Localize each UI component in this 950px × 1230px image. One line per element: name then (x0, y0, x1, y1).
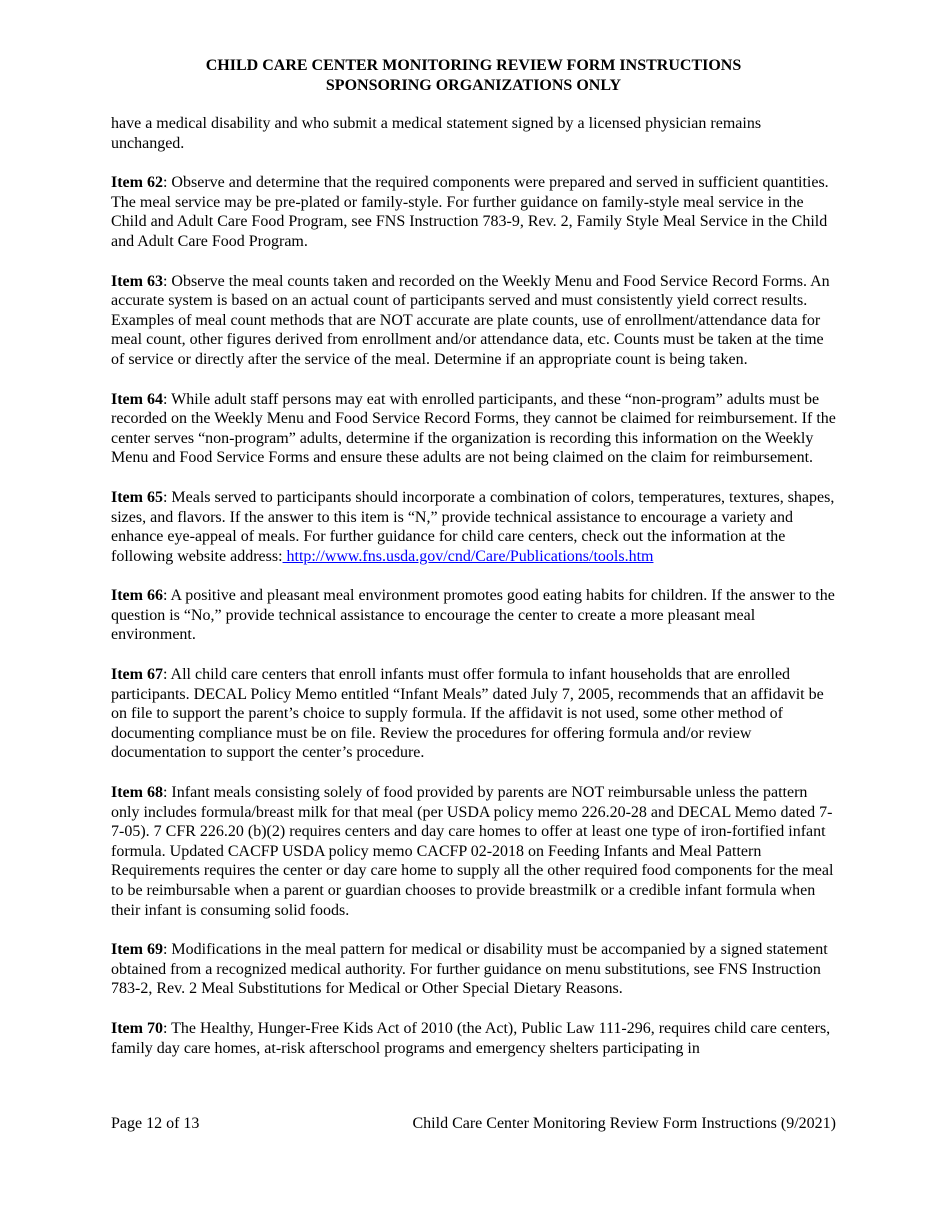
item-label: Item 70 (111, 1019, 163, 1037)
item-label: Item 66 (111, 587, 163, 605)
item-label: Item 63 (111, 272, 163, 290)
item-text: : While adult staff persons may eat with enrolled participants, and these “non-program” adults must be recorded on the Weekly Menu and Food Service Record Forms, they cannot be claimed for reimbursement. If the center serves “non-program” adults, determine if the organization is recording this information on the Weekly Menu and Food Service Forms and ensure these adults are not being claimed on the claim for reimbursement. (111, 390, 836, 467)
item-text: : Meals served to participants should incorporate a combination of colors, temperatures, textures, shapes, sizes, and flavors. If the answer to this item is “N,” provide technical assistance to encourage a variety and enhance eye-appeal of meals. For further guidance for child care centers, check out the information at the following website address: (111, 488, 835, 565)
header-subtitle: SPONSORING ORGANIZATIONS ONLY (325, 77, 622, 94)
item-69-paragraph (111, 940, 836, 999)
item-62-paragraph (111, 173, 836, 251)
item-text: : Infant meals consisting solely of food provided by parents are NOT reimbursable unless the pattern only includes formula/breast milk for that meal (per USDA policy memo 226.20-28 and DECAL Memo dated 7-7-05). 7 CFR 226.20 (b)(2) requires centers and day care homes to offer at least one type of iron-fortified infant formula. Updated CACFP USDA policy memo CACFP 02-2018 on Feeding Infants and Meal Pattern Requirements requires the center or day care home to supply all the other required food components for the meal to be reimbursable when a parent or guardian chooses to provide breastmilk or a credible infant formula when their infant is consuming solid foods. (111, 784, 834, 919)
footer-title: Child Care Center Monitoring Review Form Instructions (9/2021) (412, 1115, 836, 1132)
item-text: : Observe and determine that the required components were prepared and served in sufficient quantities. The meal service may be pre-plated or family-style. For further guidance on family-style meal service in the Child and Adult Care Food Program, see FNS Instruction 783-9, Rev. 2, Family Style Meal Service in the Child and Adult Care Food Program. (111, 174, 829, 250)
item-text: : A positive and pleasant meal environment promotes good eating habits for children. If the answer to the question is “No,” provide technical assistance to encourage the center to create a more pleasant meal environment. (111, 587, 835, 644)
item-64-paragraph (111, 390, 836, 468)
item-text: : All child care centers that enroll infants must offer formula to infant households that are enrolled participants. DECAL Policy Memo entitled “Infant Meals” dated July 7, 2005, recommends that an affidavit be on file to support the parent’s choice to supply formula. If the affidavit is not used, some other method of documenting compliance must be on file. Review the procedures for offering formula and/or review documentation to support the center’s procedure. (111, 666, 824, 762)
item-label: Item 65 (111, 488, 163, 506)
header-title: CHILD CARE CENTER MONITORING REVIEW FORM INSTRUCTIONS (205, 57, 742, 74)
item-68-paragraph (111, 783, 836, 920)
item-text: : Observe the meal counts taken and recorded on the Weekly Menu and Food Service Record Forms. An accurate system is based on an actual count of participants served and must consistently yield correct results. Examples of meal count methods that are NOT accurate are plate counts, use of enrollment/attendance data for meal count, other figures derived from enrollment and/or attendance data, etc. Counts must be taken at the time of service or directly after the service of the meal. Determine if an appropriate count is being taken. (111, 272, 830, 368)
item-label: Item 69 (111, 941, 163, 959)
item-70-paragraph (111, 1019, 836, 1058)
page-number: Page 12 of 13 (111, 1115, 200, 1132)
item-text: : The Healthy, Hunger-Free Kids Act of 2010 (the Act), Public Law 111-296, requires child care centers, family day care homes, at-risk afterschool programs and emergency shelters participating in (111, 1019, 831, 1057)
item-63-paragraph (111, 272, 836, 370)
item-65-paragraph (111, 488, 836, 566)
usda-tools-link[interactable]: http://www.fns.usda.gov/cnd/Care/Publications/tools.htm (282, 547, 654, 565)
item-label: Item 67 (111, 666, 163, 684)
intro-paragraph: have a medical disability and who submit a medical statement signed by a licensed physician remains unchanged. (111, 115, 762, 152)
item-text: : Modifications in the meal pattern for medical or disability must be accompanied by a signed statement obtained from a recognized medical authority. For further guidance on menu substitutions, see FNS Instruction 783-2, Rev. 2 Meal Substitutions for Medical or Other Special Dietary Reasons. (111, 941, 828, 998)
item-label: Item 62 (111, 174, 163, 192)
page-footer (111, 1114, 836, 1134)
item-label: Item 68 (111, 784, 163, 802)
item-label: Item 64 (111, 390, 163, 408)
item-66-paragraph (111, 586, 836, 645)
document-header (111, 56, 836, 96)
document-page (111, 56, 836, 1058)
item-67-paragraph (111, 665, 836, 763)
